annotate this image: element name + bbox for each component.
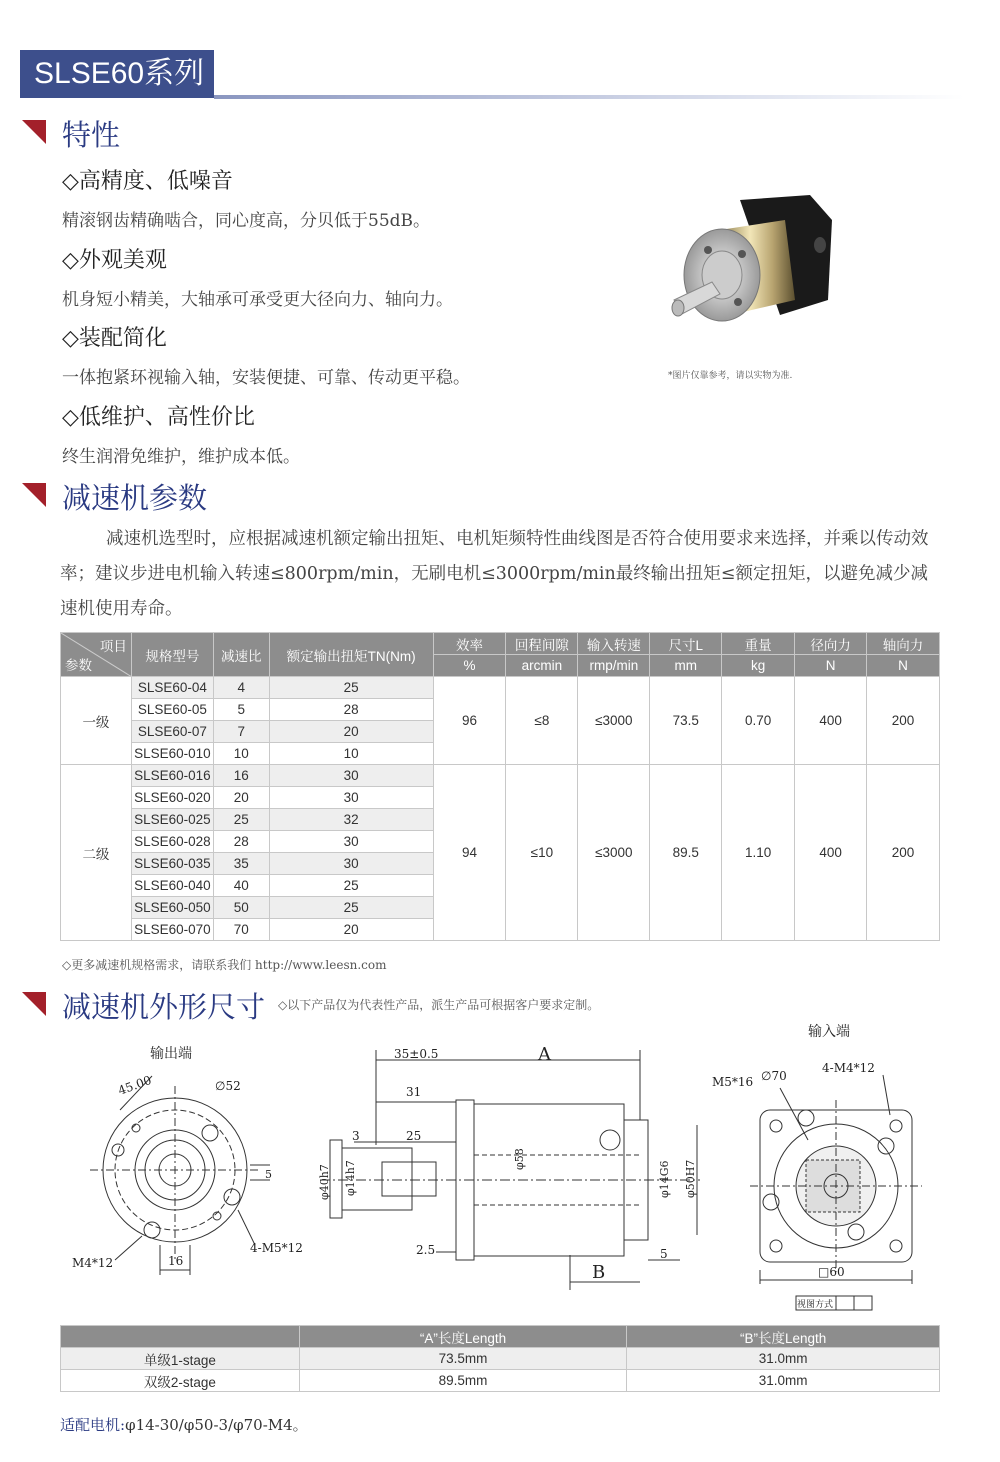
unit-len: mm <box>650 655 722 677</box>
model-cell: SLSE60-020 <box>131 787 213 809</box>
torque-cell: 30 <box>269 853 433 875</box>
ratio-cell: 25 <box>213 809 269 831</box>
header-eff: 效率 <box>433 633 506 655</box>
dim-sq60: □60 <box>818 1265 845 1279</box>
header-axial: 轴向力 <box>867 633 940 655</box>
dim-25: 25 <box>406 1129 422 1143</box>
radial-cell: 400 <box>795 765 867 941</box>
unit-speed: rmp/min <box>578 655 650 677</box>
corner-cell <box>61 633 132 677</box>
header-rule <box>214 95 964 99</box>
model-cell: SLSE60-028 <box>131 831 213 853</box>
dims-note: ◇以下产品仅为代表性产品，派生产品可根据客户要求定制。 <box>278 998 600 1012</box>
dim-45: 45.00 <box>116 1072 154 1098</box>
length-b: 31.0mm <box>627 1370 940 1392</box>
view-mode-label: 视图方式 <box>797 1300 834 1310</box>
dim-phi14g: φ14G6 <box>658 1160 671 1198</box>
ratio-cell: 5 <box>213 699 269 721</box>
model-cell: SLSE60-025 <box>131 809 213 831</box>
torque-cell: 28 <box>269 699 433 721</box>
axial-cell: 200 <box>867 677 940 765</box>
eff-cell: 96 <box>433 677 506 765</box>
header-model: 规格型号 <box>131 633 213 677</box>
ratio-cell: 28 <box>213 831 269 853</box>
length-table <box>60 1325 940 1392</box>
feature-desc: 精滚钢齿精确啮合，同心度高，分贝低于55dB。 <box>62 211 431 231</box>
length-header-b: “B”长度Length <box>627 1326 940 1348</box>
motor-value: φ14-30/φ50-3/φ70-M4。 <box>125 1416 308 1434</box>
torque-cell: 25 <box>269 897 433 919</box>
input-end-label: 输入端 <box>808 1024 850 1040</box>
torque-cell: 30 <box>269 831 433 853</box>
model-cell: SLSE60-04 <box>131 677 213 699</box>
motor-label: 适配电机: <box>60 1416 126 1434</box>
torque-cell: 25 <box>269 875 433 897</box>
torque-cell: 30 <box>269 765 433 787</box>
dim-16: 16 <box>168 1254 184 1268</box>
features-title: 特性 <box>62 118 121 152</box>
ratio-cell: 7 <box>213 721 269 743</box>
model-cell: SLSE60-016 <box>131 765 213 787</box>
length-a: 89.5mm <box>299 1370 627 1392</box>
dim-5a: 5 <box>265 1168 272 1181</box>
torque-cell: 30 <box>269 787 433 809</box>
dim-35: 35±0.5 <box>394 1047 439 1061</box>
header-speed: 输入转速 <box>578 633 650 655</box>
dim-phi40: φ40h7 <box>318 1164 331 1200</box>
length-stage: 单级1-stage <box>61 1348 300 1370</box>
dim-phi50: φ50H7 <box>684 1159 697 1198</box>
unit-eff: % <box>433 655 506 677</box>
feature-heading: ◇装配简化 <box>62 326 167 351</box>
model-cell: SLSE60-05 <box>131 699 213 721</box>
section-marker <box>22 120 46 144</box>
dim-2-5: 2.5 <box>416 1243 436 1257</box>
speed-cell: ≤3000 <box>578 765 650 941</box>
dim-m516: M5*16 <box>712 1075 754 1089</box>
model-cell: SLSE60-050 <box>131 897 213 919</box>
section-marker <box>22 483 46 507</box>
weight-cell: 0.70 <box>722 677 795 765</box>
speed-cell: ≤3000 <box>578 677 650 765</box>
dim-m5x4: 4-M5*12 <box>250 1241 303 1255</box>
axial-cell: 200 <box>867 765 940 941</box>
more-note: ◇更多减速机规格需求，请联系我们 http://www.leesn.com <box>62 958 387 972</box>
dim-m4: M4*12 <box>72 1256 114 1270</box>
ratio-cell: 16 <box>213 765 269 787</box>
params-title: 减速机参数 <box>62 481 208 515</box>
photo-caption: *图片仅靠参考，请以实物为准. <box>668 371 793 381</box>
backlash-cell: ≤10 <box>506 765 578 941</box>
dim-31: 31 <box>406 1085 422 1099</box>
header-torque: 额定输出扭矩TN(Nm) <box>269 633 433 677</box>
unit-axial: N <box>867 655 940 677</box>
dim-phi70: ∅70 <box>761 1069 787 1083</box>
model-cell: SLSE60-040 <box>131 875 213 897</box>
eff-cell: 94 <box>433 765 506 941</box>
dimension-drawing <box>60 1020 940 1320</box>
torque-cell: 25 <box>269 677 433 699</box>
section-marker <box>22 992 46 1016</box>
dim-a: A <box>538 1044 551 1065</box>
header-weight: 重量 <box>722 633 795 655</box>
side-view <box>320 1050 700 1290</box>
series-title: SLSE60系列 <box>20 50 214 98</box>
unit-radial: N <box>795 655 867 677</box>
model-cell: SLSE60-07 <box>131 721 213 743</box>
ratio-cell: 70 <box>213 919 269 941</box>
corner-top: 项目 <box>99 639 127 654</box>
spec-table <box>60 632 940 941</box>
ratio-cell: 20 <box>213 787 269 809</box>
ratio-cell: 40 <box>213 875 269 897</box>
corner-bottom: 参数 <box>65 658 92 673</box>
feature-heading: ◇低维护、高性价比 <box>62 405 255 430</box>
header-backlash: 回程间隙 <box>506 633 578 655</box>
length-b: 31.0mm <box>627 1348 940 1370</box>
dim-phi58: φ58 <box>513 1148 526 1170</box>
stage-label: 一级 <box>61 677 132 765</box>
len-cell: 73.5 <box>650 677 722 765</box>
gearbox-photo <box>660 190 850 360</box>
motor-line <box>60 1414 308 1435</box>
radial-cell: 400 <box>795 677 867 765</box>
weight-cell: 1.10 <box>722 765 795 941</box>
backlash-cell: ≤8 <box>506 677 578 765</box>
length-header-a: “A”长度Length <box>299 1326 627 1348</box>
model-cell: SLSE60-070 <box>131 919 213 941</box>
feature-heading: ◇外观美观 <box>62 248 167 273</box>
header-len: 尺寸L <box>650 633 722 655</box>
dim-phi52: ∅52 <box>215 1079 241 1093</box>
ratio-cell: 35 <box>213 853 269 875</box>
model-cell: SLSE60-010 <box>131 743 213 765</box>
dims-title: 减速机外形尺寸 <box>62 990 266 1024</box>
output-end-label: 输出端 <box>150 1046 192 1062</box>
feature-desc: 一体抱紧环视输入轴，安装便捷、可靠、传动更平稳。 <box>62 368 470 388</box>
output-view <box>90 1076 270 1275</box>
torque-cell: 20 <box>269 919 433 941</box>
header-ratio: 减速比 <box>213 633 269 677</box>
dim-phi14: φ14h7 <box>344 1160 357 1196</box>
torque-cell: 10 <box>269 743 433 765</box>
dim-3: 3 <box>352 1129 360 1143</box>
length-header-blank <box>61 1326 300 1348</box>
length-stage: 双级2-stage <box>61 1370 300 1392</box>
feature-heading: ◇高精度、低噪音 <box>62 169 233 194</box>
feature-desc: 终生润滑免维护，维护成本低。 <box>62 447 300 467</box>
ratio-cell: 50 <box>213 897 269 919</box>
params-intro: 减速机选型时，应根据减速机额定输出扭矩、电机矩频特性曲线图是否符合使用要求来选择，并乘以传动效率；建议步进电机输入转速≤800rpm/min，无刷电机≤3000rpm/min最终输出扭矩≤额定扭矩，以避免减少减速机使用寿命。 <box>60 529 929 619</box>
ratio-cell: 10 <box>213 743 269 765</box>
torque-cell: 32 <box>269 809 433 831</box>
unit-weight: kg <box>722 655 795 677</box>
feature-desc: 机身短小精美，大轴承可承受更大径向力、轴向力。 <box>62 290 453 310</box>
header-radial: 径向力 <box>795 633 867 655</box>
dim-b: B <box>592 1262 606 1283</box>
dim-5b: 5 <box>660 1247 668 1261</box>
length-a: 73.5mm <box>299 1348 627 1370</box>
ratio-cell: 4 <box>213 677 269 699</box>
model-cell: SLSE60-035 <box>131 853 213 875</box>
dim-m4x4: 4-M4*12 <box>822 1061 875 1075</box>
stage-label: 二级 <box>61 765 132 941</box>
len-cell: 89.5 <box>650 765 722 941</box>
unit-backlash: arcmin <box>506 655 578 677</box>
torque-cell: 20 <box>269 721 433 743</box>
